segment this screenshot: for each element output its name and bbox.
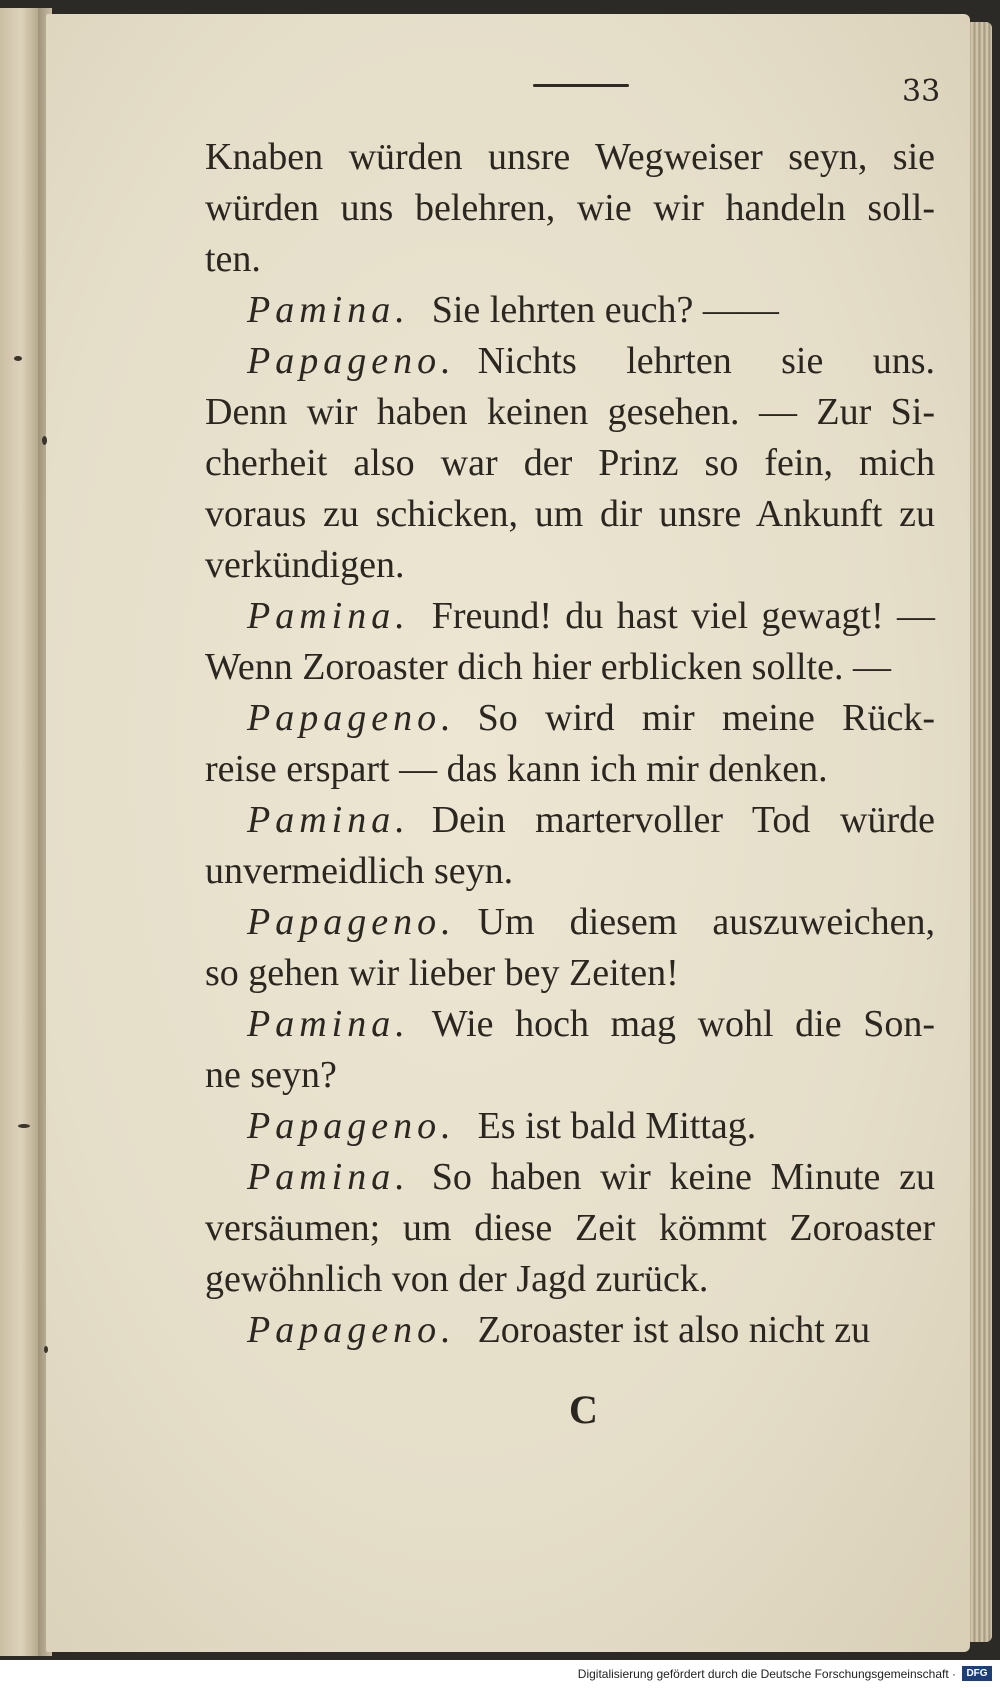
text-line [205, 489, 935, 540]
text-line [205, 336, 935, 387]
text-line [205, 795, 935, 846]
speaker-name: Papageno. [247, 697, 456, 739]
speaker-name: Pamina. [247, 799, 410, 841]
footer-bar [0, 1660, 1000, 1688]
line-text: gewöhnlich von der Jagd zurück. [205, 1258, 709, 1300]
line-text: Dein martervoller Tod würde [431, 799, 935, 841]
line-text: Wie hoch mag wohl die Son- [431, 1003, 935, 1045]
text-line [205, 1203, 935, 1254]
speaker-name: Pamina. [247, 595, 410, 637]
signature-mark: C [569, 1387, 598, 1432]
line-text: Es ist bald Mittag. [477, 1105, 757, 1147]
speaker-name: Papageno. [247, 1105, 456, 1147]
line-text: unvermeidlich seyn. [205, 850, 514, 892]
line-text: Sie lehrten euch? —— [431, 289, 779, 331]
dfg-logo: DFG [962, 1666, 992, 1681]
facing-page-edge [0, 8, 39, 1656]
text-line [205, 846, 935, 897]
footer-credit: Digitalisierung gefördert durch die Deutsche Forschungsgemeinschaft · [577, 1667, 956, 1681]
text-line [205, 387, 935, 438]
text-line [205, 540, 935, 591]
text-line [205, 234, 935, 285]
line-text: voraus zu schicken, um dir unsre Ankunft zu [205, 493, 935, 535]
text-line [205, 132, 935, 183]
line-text: reise erspart — das kann ich mir denken. [205, 748, 828, 790]
line-text: Nichts lehrten sie uns. [477, 340, 935, 382]
page-number: 33 [902, 74, 941, 109]
line-text: ten. [205, 238, 261, 280]
line-text: Um diesem auszuweichen, [477, 901, 935, 943]
line-text: ne seyn? [205, 1054, 337, 1096]
line-text: Zoroaster ist also nicht zu [477, 1309, 871, 1351]
text-line [205, 744, 935, 795]
text-line [205, 183, 935, 234]
line-text: würden uns belehren, wie wir handeln soll- [205, 187, 935, 229]
line-text: Wenn Zoroaster dich hier erblicken sollte. — [205, 646, 891, 688]
line-text: Knaben würden unsre Wegweiser seyn, sie [205, 136, 935, 178]
ink-speck [42, 436, 47, 445]
speaker-name: Papageno. [247, 1309, 456, 1351]
ink-speck [14, 356, 22, 361]
line-text: Freund! du hast viel gewagt! — [431, 595, 935, 637]
speaker-name: Papageno. [247, 901, 456, 943]
line-text: so gehen wir lieber bey Zeiten! [205, 952, 679, 994]
text-line [205, 897, 935, 948]
text-line [205, 438, 935, 489]
text-line [205, 1254, 935, 1305]
ink-speck [18, 1124, 30, 1128]
speaker-name: Pamina. [247, 289, 410, 331]
text-line [205, 1101, 935, 1152]
text-line [205, 285, 935, 336]
text-line [205, 1050, 935, 1101]
speaker-name: Papageno. [247, 340, 456, 382]
line-text: verkündigen. [205, 544, 405, 586]
page-text [205, 132, 935, 1356]
ink-speck [44, 1346, 48, 1353]
text-line [205, 948, 935, 999]
text-line [205, 1305, 935, 1356]
text-line [205, 1152, 935, 1203]
line-text: So haben wir keine Minute zu [431, 1156, 935, 1198]
text-line [205, 999, 935, 1050]
header-rule [533, 84, 629, 87]
text-line [205, 591, 935, 642]
speaker-name: Pamina. [247, 1156, 410, 1198]
line-text: versäumen; um diese Zeit kömmt Zoroaster [205, 1207, 935, 1249]
speaker-name: Pamina. [247, 1003, 410, 1045]
line-text: cherheit also war der Prinz so fein, mich [205, 442, 935, 484]
line-text: Denn wir haben keinen gesehen. — Zur Si- [205, 391, 935, 433]
line-text: So wird mir meine Rück- [477, 697, 935, 739]
text-line [205, 642, 935, 693]
text-line [205, 693, 935, 744]
